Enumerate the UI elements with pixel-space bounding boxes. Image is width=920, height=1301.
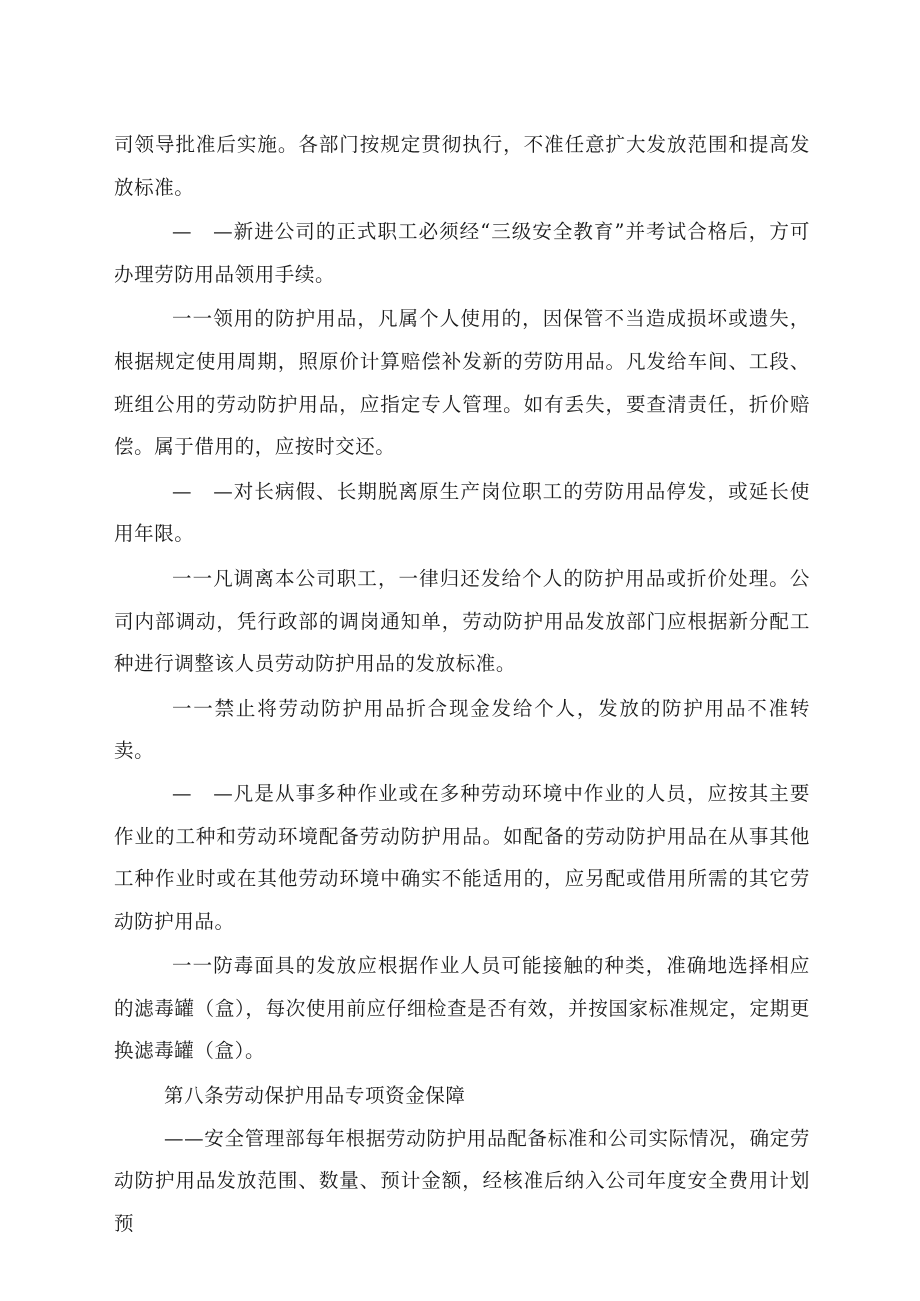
paragraph-new-employee: — —新进公司的正式职工必须经“三级安全教育”并考试合格后，方可办理劳防用品领用手续。 [114,220,810,286]
paragraph-damage-compensation: 一一领用的防护用品，凡属个人使用的，因保管不当造成损坏或遗失，根据规定使用周期，照原价计算赔偿补发新的劳防用品。凡发给车间、工段、班组公用的劳动防护用品，应指定专人管理。如有丢失，要查清责任，折价赔偿。属于借用的，应按时交还。 [114,307,810,459]
paragraph-transfer: 一一凡调离本公司职工，一律归还发给个人的防护用品或折价处理。公司内部调动，凭行政部的调岗通知单，劳动防护用品发放部门应根据新分配工种进行调整该人员劳动防护用品的发放标准。 [114,566,810,676]
paragraph-multiple-work: — —凡是从事多种作业或在多种劳动环境中作业的人员，应按其主要作业的工种和劳动环境配备劳动防护用品。如配备的劳动防护用品在从事其他工种作业时或在其他劳动环境中确实不能适用的，应另配或借用所需的其它劳动防护用品。 [114,781,810,933]
paragraph-gas-mask: 一一防毒面具的发放应根据作业人员可能接触的种类，准确地选择相应的滤毒罐（盒），每次使用前应仔细检查是否有效，并按国家标准规定，定期更换滤毒罐（盒）。 [114,954,810,1063]
paragraph-funding: ——安全管理部每年根据劳动防护用品配备标准和公司实际情况，确定劳动防护用品发放范围、数量、预计金额，经核准后纳入公司年度安全费用计划预 [114,1126,810,1235]
paragraph-sick-leave: — —对长病假、长期脱离原生产岗位职工的劳防用品停发，或延长使用年限。 [114,479,810,546]
paragraph-no-cash: 一一禁止将劳动防护用品折合现金发给个人，发放的防护用品不准转卖。 [114,696,810,763]
document-body [114,124,810,1245]
paragraph-approval: 司领导批准后实施。各部门按规定贯彻执行，不准任意扩大发放范围和提高发放标准。 [114,133,810,199]
section-heading-article-8: 第八条劳动保护用品专项资金保障 [164,1084,466,1108]
